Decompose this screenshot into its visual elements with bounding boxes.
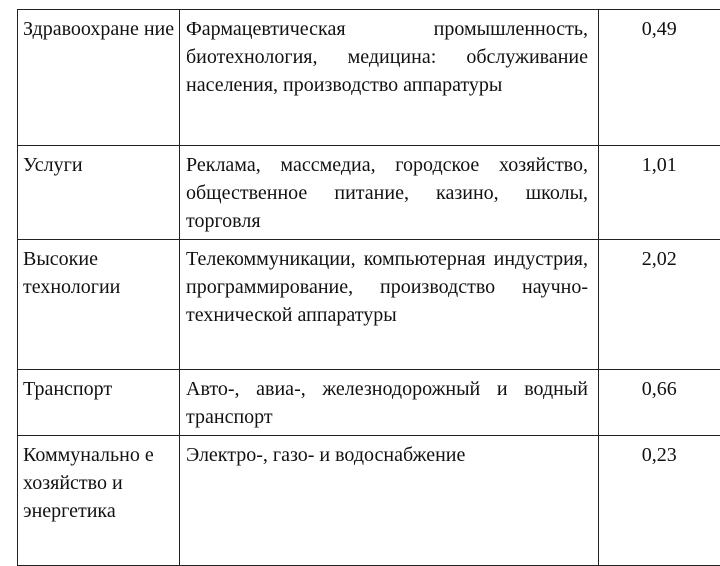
table-row bbox=[18, 146, 720, 240]
table-row bbox=[18, 370, 720, 436]
value-cell bbox=[599, 436, 720, 566]
sector-value: 0,49 bbox=[641, 18, 677, 40]
sector-name: Коммунально е хозяйство и энергетика bbox=[23, 444, 154, 522]
sector-cell bbox=[18, 146, 180, 240]
sector-name: Высокие технологии bbox=[23, 248, 121, 298]
value-cell bbox=[599, 240, 720, 370]
table-row bbox=[18, 436, 720, 566]
examples-cell bbox=[180, 240, 599, 370]
value-cell bbox=[599, 370, 720, 436]
table-row bbox=[18, 10, 720, 146]
examples-cell bbox=[180, 370, 599, 436]
sector-table bbox=[17, 9, 720, 566]
sector-name: Услуги bbox=[23, 154, 83, 176]
sector-name: Транспорт bbox=[23, 378, 113, 400]
examples-cell bbox=[180, 10, 599, 146]
sector-examples: Реклама, массмедиа, городское хозяйство, общественное питание, казино, школы, торговля bbox=[186, 154, 588, 232]
value-cell bbox=[599, 146, 720, 240]
sector-value: 2,02 bbox=[641, 248, 677, 270]
sector-cell bbox=[18, 240, 180, 370]
sector-examples: Телекоммуникации, компьютерная индустрия, программирование, производство научно-технической аппаратуры bbox=[186, 248, 588, 326]
sector-cell bbox=[18, 10, 180, 146]
sector-value: 0,23 bbox=[641, 444, 677, 466]
sector-value: 0,66 bbox=[641, 378, 677, 400]
sector-cell bbox=[18, 436, 180, 566]
sector-examples: Электро-, газо- и водоснабжение bbox=[186, 444, 466, 466]
table-row bbox=[18, 240, 720, 370]
sector-cell bbox=[18, 370, 180, 436]
examples-cell bbox=[180, 436, 599, 566]
examples-cell bbox=[180, 146, 599, 240]
sector-examples: Авто-, авиа-, железнодорожный и водный транспорт bbox=[186, 378, 588, 428]
sector-examples: Фармацевтическая промышленность, биотехнология, медицина: обслуживание населения, производство аппаратуры bbox=[186, 18, 588, 96]
sector-name: Здравоохране ние bbox=[23, 18, 175, 40]
value-cell bbox=[599, 10, 720, 146]
sector-value: 1,01 bbox=[641, 154, 677, 176]
